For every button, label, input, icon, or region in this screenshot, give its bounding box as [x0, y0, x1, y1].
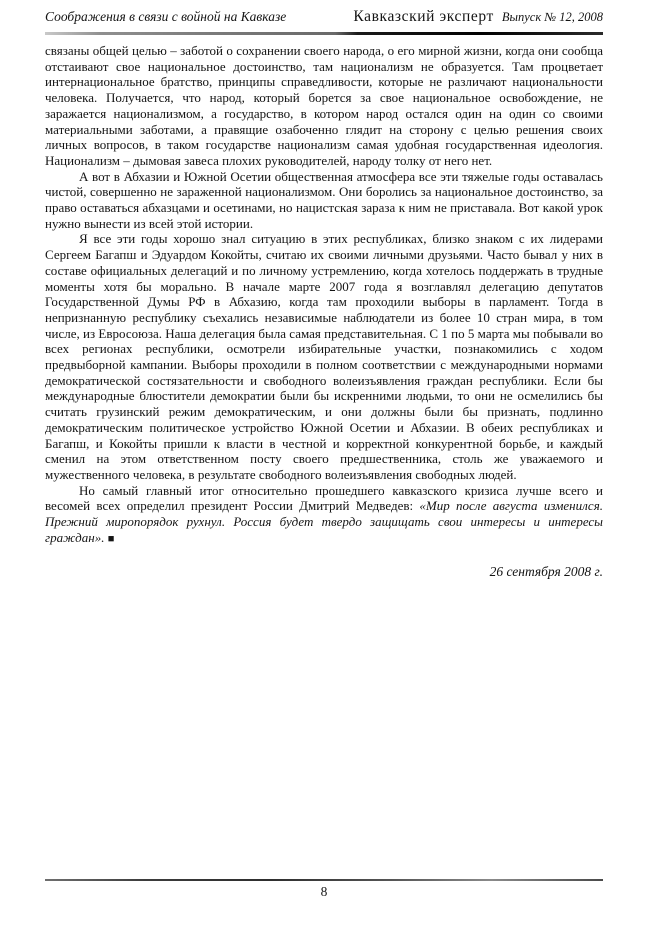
page-footer: [45, 879, 603, 900]
end-of-article-square-icon: ■: [107, 532, 115, 545]
paragraph-continuation: связаны общей целью – заботой о сохранении своего народа, о его мирной жизни, когда они сообща отстаивают свое национальное достоинство, там национализм не образуется. Там процветает интернациональное братство, принципы справедливости, которые не различают национальности человека. Получается, что народ, который борется за свое национальное освобождение, не заражается национализмом, а государство, в котором народ остался один на один со своими материальными заботами, а правящие озабоченно глядит на сторону с целью решения своих личных вопросов, в таком государстве национализм самая удобная государственная идеология. Национализм – дымовая завеса плохих руководителей, народу толку от него нет.: [45, 43, 603, 168]
running-head-journal: [353, 8, 603, 26]
footer-divider-rule: [45, 879, 603, 881]
paragraph-elections: Я все эти годы хорошо знал ситуацию в этих республиках, близко знаком с их лидерами Сергеем Багапш и Эдуардом Кокойты, считаю их своими личными друзьями. Часто бывал у них в составе официальных делегаций и по личному устремлению, когда хотелось поддержать в трудные моменты хотя бы морально. В начале марте 2007 года я возглавлял делегацию депутатов Государственной Думы РФ в Абхазию, когда там проходили выборы в парламент. Тогда в непризнанную республику съехались независимые наблюдатели из более 10 стран мира, в том числе, из Евросоюза. Наша делегация была самая представительная. С 1 по 5 марта мы побывали во всех регионах республики, осмотрели избирательные участки, познакомились с ходом предвыборной кампании. Выборы проходили в полном соответствии с международными нормами демократической состязательности и свободного волеизъявления граждан республики. Если бы международные блюстители демократии были бы искренними людьми, то они не осмелились бы считать грузинский режим демократическим, и они должны были бы признать, подлинно демократическим политическое устройство Южной Осетии и Абхазии. В обеих республиках и Багапш, и Кокойты пришли к власти в честной и корректной конкурентной борьбе, и каждый сменил на этом ответственном посту своего предшественника, столь же уважаемого и мужественного человека, в результате свободного волеизъявления свободных людей.: [45, 231, 603, 482]
journal-issue: Выпуск № 12, 2008: [501, 10, 603, 24]
article-body: [45, 43, 603, 579]
dateline: 26 сентября 2008 г.: [489, 563, 603, 579]
journal-title: Кавказский эксперт: [353, 8, 494, 25]
page-number: 8: [320, 884, 328, 899]
paragraph-conclusion: [45, 483, 603, 548]
conclusion-lead-text: Но самый главный итог относительно прошедшего кавказского кризиса лучше всего и весомей всех определил президент России Дмитрий Медведев:: [45, 482, 603, 514]
header-divider-rule: [45, 32, 603, 35]
medvedev-quote: «Мир после августа изменился. Прежний миропорядок рухнул. Россия будет твердо защищать свои интересы и интересы граждан».: [45, 498, 603, 545]
running-head-article-title: Соображения в связи с войной на Кавказе: [45, 9, 287, 24]
page-content: [45, 8, 603, 579]
page-header: [45, 8, 603, 26]
paragraph-abkhazia-ossetia: А вот в Абхазии и Южной Осетии общественная атмосфера все эти тяжелые годы оставалась чистой, совершенно не зараженной национализмом. Они боролись за национальное достоинство, за право оставаться абхазцами и осетинами, но нацистская зараза к ним не приставала. Вот какой урок нужно вынести из всей этой истории.: [45, 168, 603, 231]
